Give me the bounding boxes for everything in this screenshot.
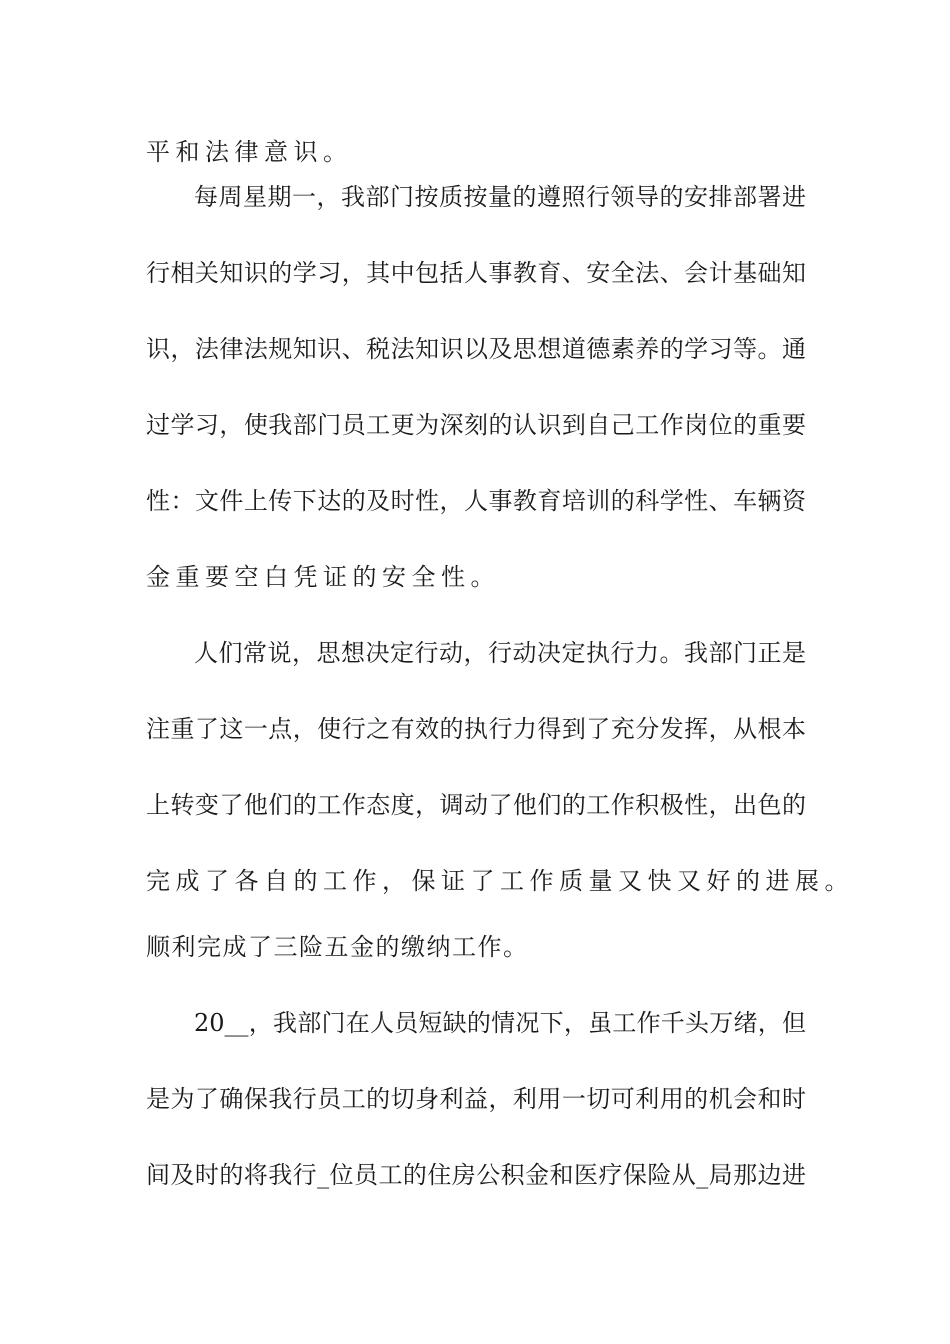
paragraph-last-line: 完成了各自的工作，保证了工作质量又快又好的进展。 xyxy=(146,867,854,895)
text-line: 间及时的将我行_位员工的住房公积金和医疗保险从_局那边进 xyxy=(146,1161,806,1189)
text-line: 是为了确保我行员工的切身利益，利用一切可利用的机会和时 xyxy=(146,1085,806,1113)
section-line: 顺利完成了三险五金的缴纳工作。 xyxy=(146,933,529,961)
text-line: 过学习，使我部门员工更为深刻的认识到自己工作岗位的重要 xyxy=(146,411,806,439)
text-line: 注重了这一点，使行之有效的执行力得到了充分发挥，从根本 xyxy=(146,715,806,743)
paragraph-first-line: 20__，我部门在人员短缺的情况下，虽工作千头万绪，但 xyxy=(194,1009,806,1037)
text-line: 平和法律意识。 xyxy=(146,138,353,166)
text-line: 识，法律法规知识、税法知识以及思想道德素养的学习等。通 xyxy=(146,335,806,363)
paragraph-first-line: 每周星期一，我部门按质按量的遵照行领导的安排部署进 xyxy=(194,183,806,211)
text-line: 性：文件上传下达的及时性，人事教育培训的科学性、车辆资 xyxy=(146,487,806,515)
text-line: 上转变了他们的工作态度，调动了他们的工作积极性，出色的 xyxy=(146,791,806,819)
paragraph-first-line: 人们常说，思想决定行动，行动决定执行力。我部门正是 xyxy=(194,639,806,667)
paragraph-last-line: 金重要空白凭证的安全性。 xyxy=(146,563,500,591)
text-line: 行相关知识的学习，其中包括人事教育、安全法、会计基础知 xyxy=(146,259,806,287)
